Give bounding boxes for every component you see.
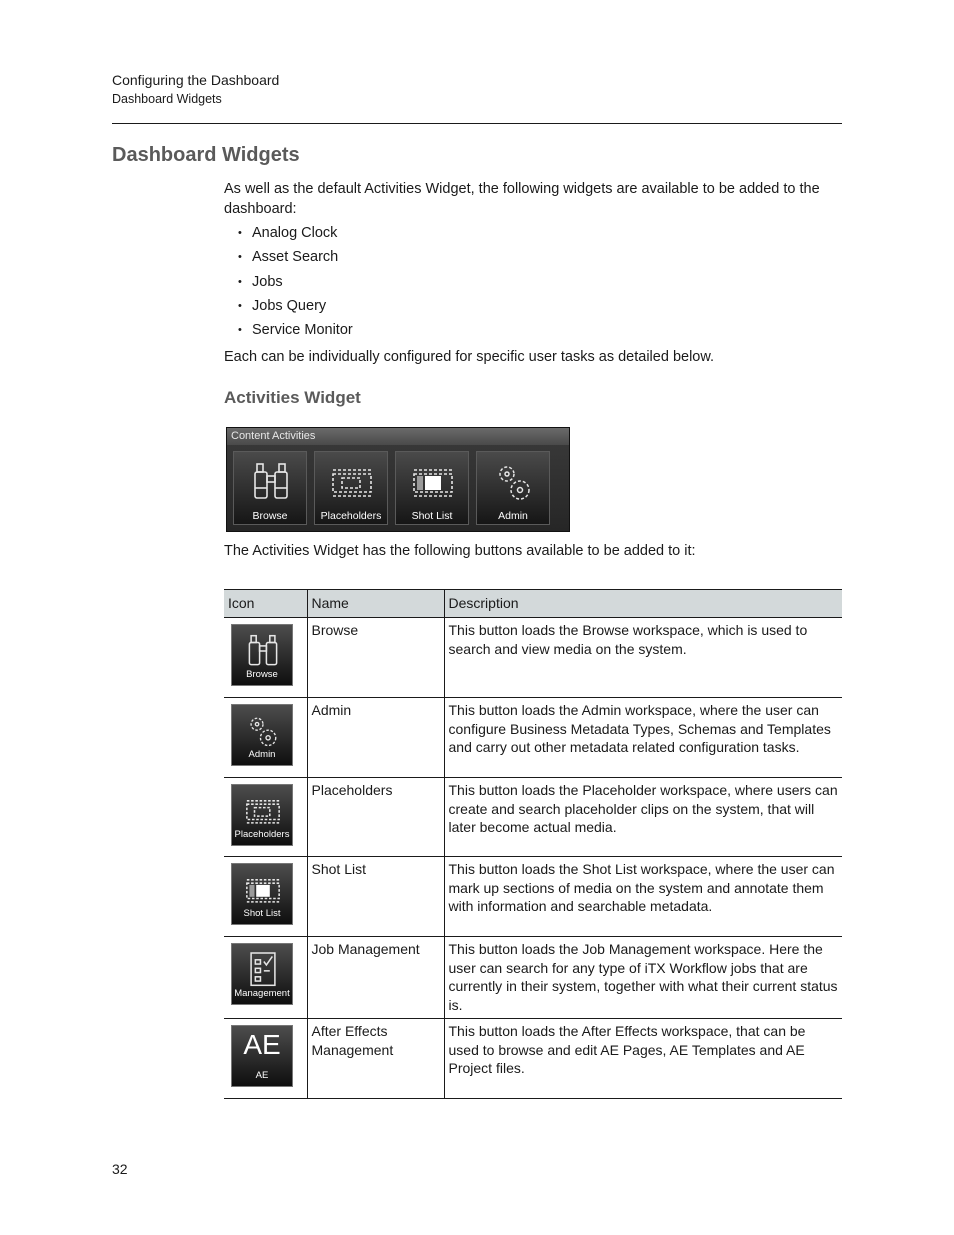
shot-list-icon: [413, 460, 453, 504]
placeholders-tile: [231, 784, 293, 846]
buttons-intro-paragraph: The Activities Widget has the following buttons available to be added to it:: [224, 543, 696, 559]
name-cell: After Effects Management: [307, 1019, 444, 1099]
admin-label: Admin: [498, 510, 528, 522]
header-rule: [112, 123, 842, 124]
intro-paragraph: As well as the default Activities Widget, the following widgets are available to be added to the dashboard:: [224, 181, 820, 217]
admin-button[interactable]: [476, 451, 550, 525]
list-item: • Jobs: [238, 273, 283, 290]
icon-cell: [224, 618, 307, 698]
tile-label: Browse: [246, 668, 278, 680]
page-title: Dashboard Widgets: [112, 144, 300, 166]
shot-list-label: Shot List: [411, 510, 453, 522]
shot-list-button[interactable]: [395, 451, 469, 525]
tile-label: AE: [255, 1069, 269, 1081]
name-cell: Browse: [307, 618, 444, 698]
admin-tile: [231, 704, 293, 766]
table-row: [224, 1019, 842, 1099]
tile-label: Admin: [248, 748, 276, 760]
column-header-description: Description: [444, 590, 842, 618]
description-cell: This button loads the Shot List workspace, where the user can mark up sections of media on the system and annotate them with information and searchable metadata.: [444, 857, 842, 937]
gears-icon: [494, 460, 534, 504]
tile-label: Placeholders: [234, 828, 290, 840]
binoculars-icon: [251, 460, 291, 504]
description-cell: This button loads the Admin workspace, where the user can configure Business Metadata Types, Schemas and Templates and carry out other metadata related configuration tasks.: [444, 698, 842, 778]
section-heading: Activities Widget: [224, 388, 361, 407]
table-row: [224, 698, 842, 778]
widget-list: [238, 222, 353, 343]
description-cell: This button loads the Browse workspace, which is used to search and view media on the system.: [444, 618, 842, 698]
icon-cell: [224, 1019, 307, 1099]
after-effects-tile: [231, 1025, 293, 1087]
table-row: [224, 937, 842, 1019]
placeholders-icon: [332, 460, 372, 504]
description-cell: This button loads the After Effects workspace, that can be used to browse and edit AE Pages, AE Templates and AE Project files.: [444, 1019, 842, 1099]
page-number: 32: [112, 1161, 128, 1177]
description-cell: This button loads the Job Management workspace. Here the user can search for any type of iTX Workflow jobs that are currently in their system, together with what their current status is.: [444, 937, 842, 1019]
after-effects-icon: AE: [243, 1029, 281, 1060]
buttons-table: [224, 589, 842, 1099]
placeholders-label: Placeholders: [320, 510, 382, 522]
shot-list-tile: [231, 863, 293, 925]
icon-cell: [224, 778, 307, 857]
each-paragraph: Each can be individually configured for specific user tasks as detailed below.: [224, 349, 715, 365]
job-management-tile: [231, 943, 293, 1005]
icon-cell: [224, 698, 307, 778]
browse-button[interactable]: [233, 451, 307, 525]
description-cell: This button loads the Placeholder workspace, where users can create and search placeholder clips on the system, that will later become actual media.: [444, 778, 842, 857]
list-item: • Service Monitor: [238, 322, 353, 339]
table-row: [224, 618, 842, 698]
running-header: [112, 70, 279, 108]
browse-tile: [231, 624, 293, 686]
name-cell: Placeholders: [307, 778, 444, 857]
browse-label: Browse: [252, 510, 288, 522]
table-row: [224, 778, 842, 857]
name-cell: Job Management: [307, 937, 444, 1019]
column-header-icon: Icon: [224, 590, 307, 618]
header-section: Dashboard Widgets: [112, 92, 222, 106]
table-header-row: [224, 590, 842, 618]
name-cell: Shot List: [307, 857, 444, 937]
content-activities-widget: [226, 427, 570, 532]
tile-label: Management: [234, 987, 290, 999]
widget-title: Content Activities: [227, 428, 569, 445]
table-row: [224, 857, 842, 937]
icon-cell: [224, 937, 307, 1019]
placeholders-button[interactable]: [314, 451, 388, 525]
icon-cell: [224, 857, 307, 937]
header-chapter: Configuring the Dashboard: [112, 72, 280, 88]
list-item: • Asset Search: [238, 249, 339, 266]
column-header-name: Name: [307, 590, 444, 618]
tile-label: Shot List: [243, 907, 281, 919]
list-item: • Jobs Query: [238, 297, 327, 314]
name-cell: Admin: [307, 698, 444, 778]
list-item: • Analog Clock: [238, 225, 338, 241]
